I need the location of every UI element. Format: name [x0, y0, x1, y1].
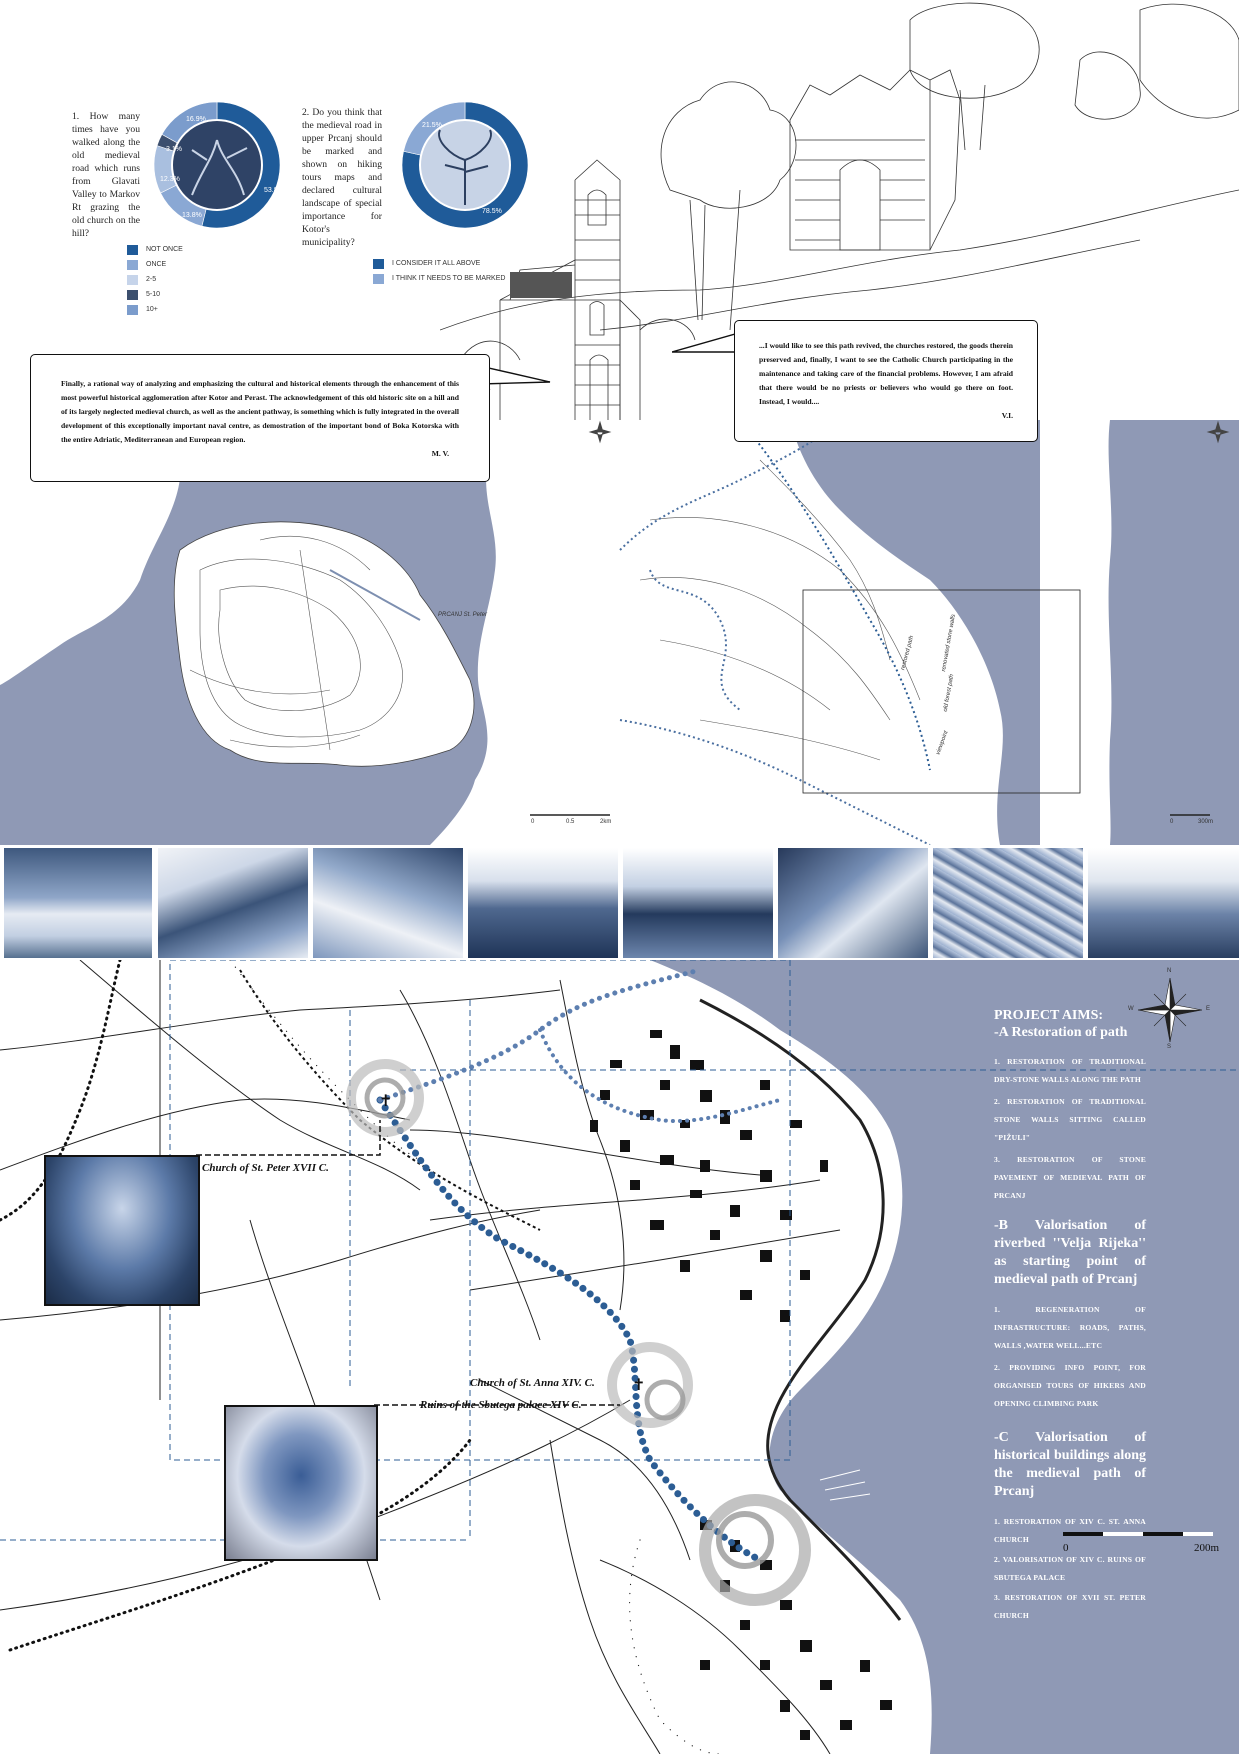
photo-stone-bridge [4, 848, 152, 958]
left-scale-mid: 0.5 [566, 819, 575, 825]
svg-text:✝: ✝ [379, 1093, 393, 1110]
regional-maps [0, 420, 1239, 845]
aim-c-item-1: 1. RESTORATION OF XIV C. ST. ANNA CHURCH [994, 1517, 1146, 1544]
survey-question-2: 2. Do you think that the medieval road in upper Prcanj should be marked and shown on hiking tours maps and declared cultural landscape of special importance for Kotor's municipality? [302, 107, 382, 248]
legend-label: I CONSIDER IT ALL ABOVE [392, 260, 481, 267]
legend-q2 [373, 256, 505, 286]
quote-right-text: ...I would like to see this path revived, the churches restored, the goods therein preserved and, finally, I want to see the Catholic Church participating in the maintenance and taking care of the financial problems. However, I am afraid that there would be no priests or believers who would go there on foot. Instead, I would.... [759, 341, 1013, 406]
pie-center-photo [172, 120, 262, 210]
label-st-peter: Church of St. Peter XVII C. [202, 1162, 329, 1174]
survey-question-1: 1. How many times have you walked along the old medieval road which runs from Glavati Valley to Markov Rt grazing the old church on the hill? [72, 111, 140, 239]
legend-item [127, 272, 183, 287]
legend-label: I THINK IT NEEDS TO BE MARKED [392, 275, 506, 282]
legend-item [127, 257, 183, 272]
pie2-label-21: 21.5% [422, 122, 442, 129]
pie-chart-q1 [152, 100, 282, 230]
photo-hillside-1 [158, 848, 308, 958]
quote-left-text: Finally, a rational way of analyzing and emphasizing the cultural and historical elements through the enhancement of this most powerful historical agglomeration after Kotor and Perast. The acknowledgement of this old historic site on a hill and of its largely neglected medieval church, as well as the ancient pathway, is something which is fully integrated in the overall development of this exceptionally important naval centre, as demostration of the important bond of Boka Kotorska with the entire Adriatic, Mediterranean and European region. [61, 379, 459, 444]
main-site-map [0, 960, 1239, 1754]
photo-stone-wall [933, 848, 1083, 958]
photo-rocky-slope [313, 848, 463, 958]
legend-item [373, 271, 505, 286]
legend-q1 [127, 242, 183, 317]
legend-label: 2-5 [146, 276, 157, 283]
left-scale-0: 0 [531, 819, 535, 825]
legend-item [127, 302, 183, 317]
pie2-label-78: 78.5% [482, 208, 502, 215]
compass-s: S [1167, 1044, 1172, 1050]
compass-e: E [1206, 1006, 1211, 1012]
legend-label: 5-10 [146, 291, 161, 298]
photo-church-path [623, 848, 773, 958]
pie1-label-13: 13.8% [182, 212, 202, 219]
photo-chapel-trees [468, 848, 618, 958]
legend-item [373, 256, 505, 271]
svg-text:✝: ✝ [632, 1377, 646, 1394]
aim-b-item-2: 2. PROVIDING INFO POINT, FOR ORGANISED TOURS OF HIKERS AND OPENING CLIMBING PARK [994, 1363, 1146, 1408]
legend-item [127, 287, 183, 302]
right-map-label-1: old forest path [942, 673, 956, 713]
aim-c-item-2: 2. VALORISATION OF XIV C. RUINS OF SBUTEGA PALACE [994, 1555, 1146, 1582]
pie1-label-3: 3.1% [166, 146, 182, 153]
aim-c-heading: -C Valorisation of historical buildings along the medieval path of Prcanj [994, 1430, 1146, 1499]
right-scale-0: 0 [1170, 819, 1174, 825]
aim-a-heading: -A Restoration of path [994, 1025, 1128, 1040]
pie1-label-16: 16.9% [186, 116, 206, 123]
photo-stone-house [1088, 848, 1239, 958]
quote-left-author: M. V. [431, 449, 449, 458]
right-map-label-2: renovated stone walls [941, 613, 958, 673]
regional-map-drawing [0, 420, 1239, 845]
legend-item [127, 242, 183, 257]
aim-c-item-3: 3. RESTORATION OF XVII ST. PETER CHURCH [994, 1593, 1146, 1620]
left-scale-end: 2km [600, 819, 612, 825]
left-map-label: PRCANJ St. Peter [438, 612, 488, 618]
bubble-tail-left [480, 360, 560, 390]
aims-title: PROJECT AIMS: [994, 1008, 1104, 1023]
aim-b-heading: -B Valorisation of riverbed ''Velja Rijeka'' as starting point of medieval path of Prcanj [994, 1218, 1146, 1287]
scale-200m: 200m [1194, 1542, 1220, 1554]
photo-ruins-forest [778, 848, 928, 958]
compass-n: N [1167, 968, 1172, 974]
inset-connector-lines [0, 960, 700, 1660]
compass-w: W [1128, 1006, 1134, 1012]
aim-a-item-3: 3. RESTORATION OF STONE PAVEMENT OF MEDIEVAL PATH OF PRCANJ [994, 1155, 1146, 1200]
legend-label: ONCE [146, 261, 167, 268]
aim-b-item-1: 1. REGENERATION OF INFRASTRUCTURE: ROADS, PATHS, WALLS ,WATER WELL...ETC [994, 1305, 1146, 1350]
pie-chart-q2 [400, 100, 530, 230]
right-scale-end: 300m [1198, 819, 1214, 825]
right-map-label-4: viewpoint [935, 730, 950, 756]
legend-label: NOT ONCE [146, 246, 183, 253]
aim-a-item-2: 2. RESTORATION OF TRADITIONAL STONE WALLS SITTING CALLED "PIŽULI" [994, 1097, 1146, 1142]
label-sbutega: Ruins of the Sbutega palace XIV C. [420, 1399, 582, 1411]
quote-bubble-left [30, 354, 490, 482]
pie1-label-53: 53.8% [264, 187, 284, 194]
aim-a-item-1: 1. RESTORATION OF TRADITIONAL DRY-STONE WALLS ALONG THE PATH [994, 1057, 1146, 1084]
project-aims [994, 1007, 1146, 1625]
scale-0: 0 [1063, 1542, 1069, 1554]
legend-label: 10+ [146, 306, 158, 313]
quote-right-author: V.I. [1001, 411, 1013, 420]
label-st-anna: Church of St. Anna XIV. C. [470, 1377, 595, 1389]
bubble-tail-right [672, 330, 742, 360]
quote-bubble-right [734, 320, 1038, 442]
pie1-label-12: 12.3% [160, 176, 180, 183]
right-map-label-3: restored path [900, 635, 916, 671]
